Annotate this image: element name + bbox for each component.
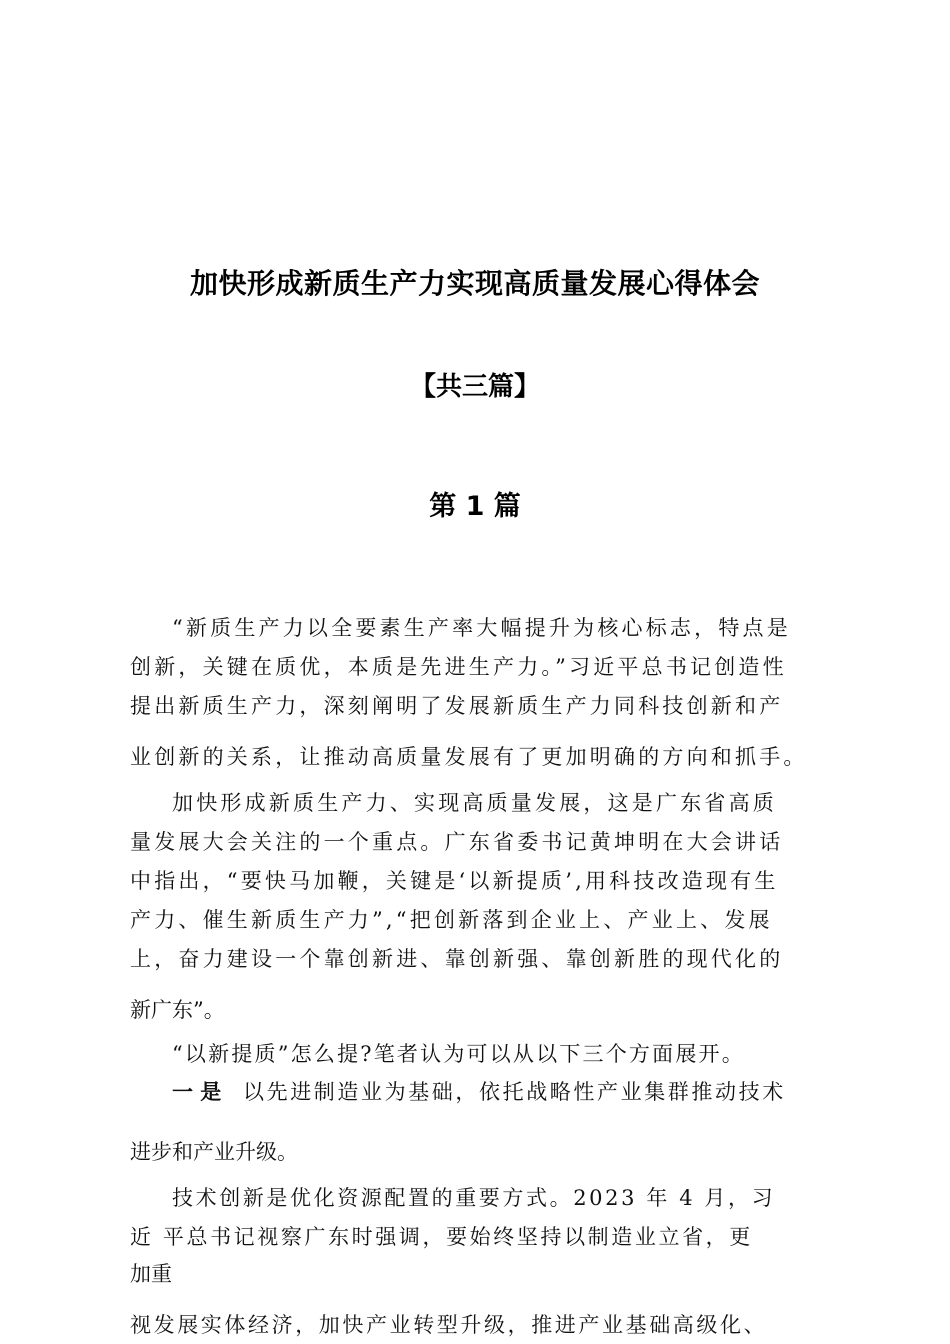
body-line: 视发展实体经济，加快产业转型升级，推进产业基础高级化、 xyxy=(130,1313,768,1337)
body-line: 近 平总书记视察广东时强调，要始终坚持以制造业立省，更 xyxy=(130,1225,753,1249)
body-line: 以先进制造业为基础，依托战略性产业集群推动技术 xyxy=(243,1080,786,1104)
body-line: 进步和产业升级。 xyxy=(130,1140,298,1164)
document-subtitle: 【共三篇】 xyxy=(409,372,540,402)
body-line: 加重 xyxy=(130,1262,172,1286)
body-line: 加快形成新质生产力、实现高质量发展，这是广东省高质 xyxy=(172,791,777,815)
body-line: 产力、催生新质生产力”,“把创新落到企业上、产业上、发展 xyxy=(130,908,773,932)
body-line: 业创新的关系，让推动高质量发展有了更加明确的方向和抓手。 xyxy=(130,745,808,769)
body-line: “新质生产力以全要素生产率大幅提升为核心标志，特点是 xyxy=(172,616,791,640)
body-line: 技术创新是优化资源配置的重要方式。2023 年 4 月，习 xyxy=(172,1186,776,1210)
section-title: 第 1 篇 xyxy=(429,491,521,522)
body-line: 上，奋力建设一个靠创新进、靠创新强、靠创新胜的现代化的 xyxy=(130,947,784,971)
body-line: 创新，关键在质优，本质是先进生产力。”习近平总书记创造性 xyxy=(130,655,787,679)
body-line: 新广东”。 xyxy=(130,998,225,1022)
point-one-label: 一 是 xyxy=(172,1080,222,1104)
document-title: 加快形成新质生产力实现高质量发展心得体会 xyxy=(189,267,760,300)
body-line: “以新提质”怎么提?笔者认为可以从以下三个方面展开。 xyxy=(172,1042,745,1066)
body-line: 量发展大会关注的一个重点。广东省委书记黄坤明在大会讲话 xyxy=(130,830,784,854)
body-line: 提出新质生产力，深刻阐明了发展新质生产力同科技创新和产 xyxy=(130,694,784,718)
body-line: 中指出，“要快马加鞭，关键是‘以新提质’,用科技改造现有生 xyxy=(130,869,779,893)
